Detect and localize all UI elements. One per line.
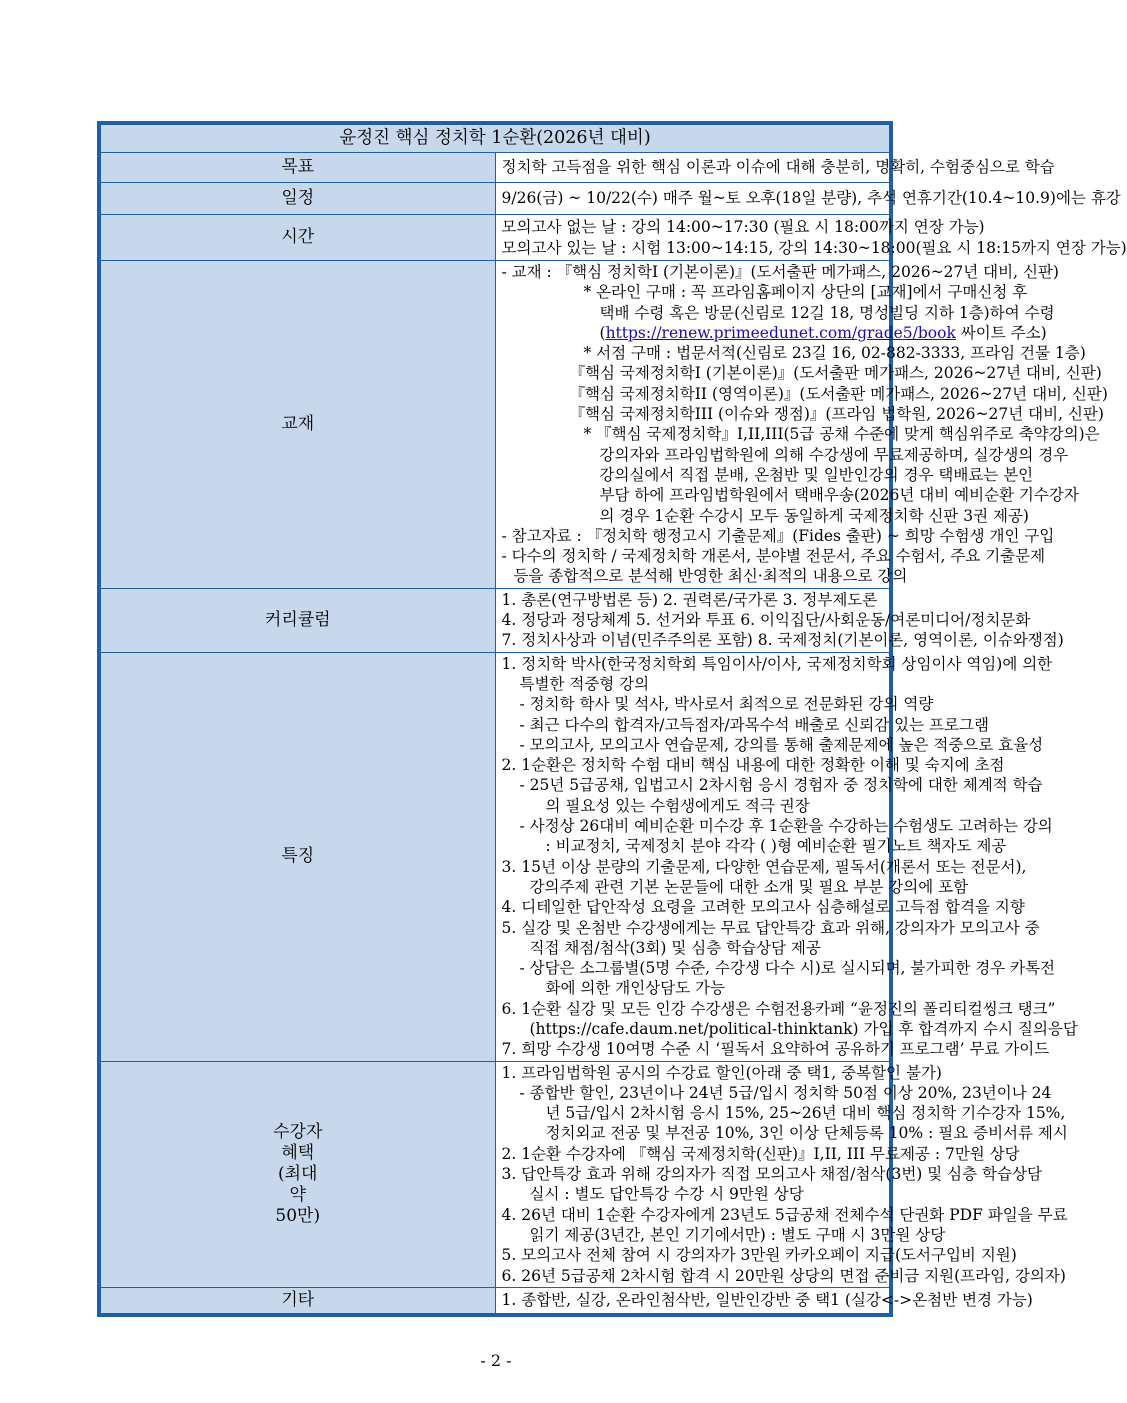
etc-text: 1. 종합반, 실강, 온라인첨삭반, 일반인강반 중 택1 (실강<->온첨반 변경 가능) xyxy=(495,1287,890,1313)
table-title: 윤정진 핵심 정치학 1순환(2026년 대비) xyxy=(101,125,890,153)
row-label-benefits: 수강자 혜택 (최대 약 50만) xyxy=(101,1061,496,1287)
schedule-text: 9/26(금) ~ 10/22(수) 매주 월~토 오후(18일 분량), 추석 연휴기간(10.4~10.9)에는 휴강 xyxy=(495,183,890,215)
page-number: - 2 - xyxy=(480,1351,512,1370)
row-label-goal: 목표 xyxy=(101,153,496,183)
features-text: 1. 정치학 박사(한국정치학회 특임이사/이사, 국제정치학회 상임이사 역임)에 의한 특별한 적중형 강의 - 정치학 학사 및 석사, 박사로서 최적으로 전문화된 강의 역량 - 최근 다수의 합격자/고득점자/과목수석 배출로 신뢰감 있는 프로그램 - 모의고사, 모의고사 연습문제, 강의를 통해 출제문제에 높은 적중으로 효율성 2. 1순환은 정치학 수험 대비 핵심 내용에 대한 정확한 이해 및 숙지에 초점 - 25년 5급공채, 입법고시 2차시험 응시 경험자 중 정치학에 대한 체계적 학습 의 필요성 있는 수험생에게도 적극 권장 - 사정상 26대비 예비순환 미수강 후 1순환을 수강하는 수험생도 고려하는 강의 : 비교정치, 국제정치 분야 각각 ( )형 예비순환 필기노트 책자도 제공 3. 15년 이상 분량의 기출문제, 다양한 연습문제, 필독서(개론서 또는 전문서), 강의주제 관련 기본 논문들에 대한 소개 및 필요 부분 강의에 포함 4. 디테일한 답안작성 요령을 고려한 모의고사 심층해설로 고득점 합격을 지향 5. 실강 및 온첨반 수강생에게는 무료 답안특강 효과 위해, 강의자가 모의고사 중 직접 채점/첨삭(3회) 및 심층 학습상담 제공 - 상담은 소그룹별(5명 수준, 수강생 다수 시)로 실시되며, 불가피한 경우 카톡전 화에 의한 개인상담도 가능 6. 1순환 실강 및 모든 인강 수강생은 수험전용카페 “윤정진의 폴리티컬씽크 탱크” (https://cafe.daum.net/political-thinktank) 가입 후 합격까지 수시 질의응답 7. 희망 수강생 10여명 수준 시 ‘필독서 요약하여 공유하기 프로그램’ 무료 가이드 xyxy=(495,652,890,1061)
time-text: 모의고사 없는 날 : 강의 14:00~17:30 (필요 시 18:00까지 연장 가능) 모의고사 있는 날 : 시험 13:00~14:15, 강의 14:30~18:00(필요 시 18:15까지 연장 가능) xyxy=(495,215,890,261)
textbook-text: - 교재 : 『핵심 정치학I (기본이론)』(도서출판 메가패스, 2026~27년 대비, 신판) * 온라인 구매 : 꼭 프라임홈페이지 상단의 [교재]에서 구매신청 후 택배 수령 혹은 방문(신림로 12길 18, 명성빌딩 지하 1층)하여 수령 (https://renew.primeedunet.com/grade5/book 싸이트 주소) * 서점 구매 : 법문서적(신림로 23길 16, 02-882-3333, 프라임 건물 1층) 『핵심 국제정치학I (기본이론)』(도서출판 메가패스, 2026~27년 대비, 신판) 『핵심 국제정치학II (영역이론)』(도서출판 메가패스, 2026~27년 대비, 신판) 『핵심 국제정치학III (이슈와 쟁점)』(프라임 법학원, 2026~27년 대비, 신판) * 『핵심 국제정치학』I,II,III(5급 공채 수준에 맞게 핵심위주로 축약강의)은 강의자와 프라임법학원에 의해 수강생에 무료제공하며, 실강생의 경우 강의실에서 직접 분배, 온첨반 및 일반인강의 경우 택배료는 본인 부담 하에 프라임법학원에서 택배우송(2026년 대비 예비순환 기수강자 의 경우 1순환 수강시 모두 동일하게 국제정치학 신판 3권 제공) - 참고자료 : 『정치학 행정고시 기출문제』(Fides 출판) ~ 희망 수험생 개인 구입 - 다수의 정치학 / 국제정치학 개론서, 분야별 전문서, 주요 수험서, 주요 기출문제 등을 종합적으로 분석해 반영한 최신·최적의 내용으로 강의 xyxy=(495,261,890,589)
curriculum-text: 1. 총론(연구방법론 등) 2. 권력론/국가론 3. 정부제도론 4. 정당과 정당체계 5. 선거와 투표 6. 이익집단/사회운동/여론미디어/정치문화 7. 정치사상과 이념(민주주의론 포함) 8. 국제정치(기본이론, 영역이론, 이슈와쟁점) xyxy=(495,588,890,652)
row-label-schedule: 일정 xyxy=(101,183,496,215)
row-label-textbook: 교재 xyxy=(101,261,496,589)
row-label-curriculum: 커리큘럼 xyxy=(101,588,496,652)
row-label-etc: 기타 xyxy=(101,1287,496,1313)
row-label-time: 시간 xyxy=(101,215,496,261)
goal-text: 정치학 고득점을 위한 핵심 이론과 이슈에 대해 충분히, 명확히, 수험중심으로 학습 xyxy=(495,153,890,183)
course-info-table xyxy=(97,121,1127,1317)
bookstore-link[interactable]: https://renew.primeedunet.com/grade5/book xyxy=(605,323,956,342)
row-label-features: 특징 xyxy=(101,652,496,1061)
benefits-text: 1. 프라임법학원 공시의 수강료 할인(아래 중 택1, 중복할인 불가) - 종합반 할인, 23년이나 24년 5급/입시 정치학 50점 이상 20%, 23년이나 24 년 5급/입시 2차시험 응시 15%, 25~26년 대비 핵심 정치학 기수강자 15%, 정치외교 전공 및 부전공 10%, 3인 이상 단체등록 10% : 필요 증비서류 제시 2. 1순환 수강자에 『핵심 국제정치학(신판)』I,II, III 무료제공 : 7만원 상당 3. 답안특강 효과 위해 강의자가 직접 모의고사 채점/첨삭(3번) 및 심층 학습상담 실시 : 별도 답안특강 수강 시 9만원 상당 4. 26년 대비 1순환 수강자에게 23년도 5급공채 전체수석 단권화 PDF 파일을 무료 읽기 제공(3년간, 본인 기기에서만) : 별도 구매 시 3만원 상당 5. 모의고사 전체 참여 시 강의자가 3만원 카카오페이 지급(도서구입비 지원) 6. 26년 5급공채 2차시험 합격 시 20만원 상당의 면접 준비금 지원(프라임, 강의자) xyxy=(495,1061,890,1287)
